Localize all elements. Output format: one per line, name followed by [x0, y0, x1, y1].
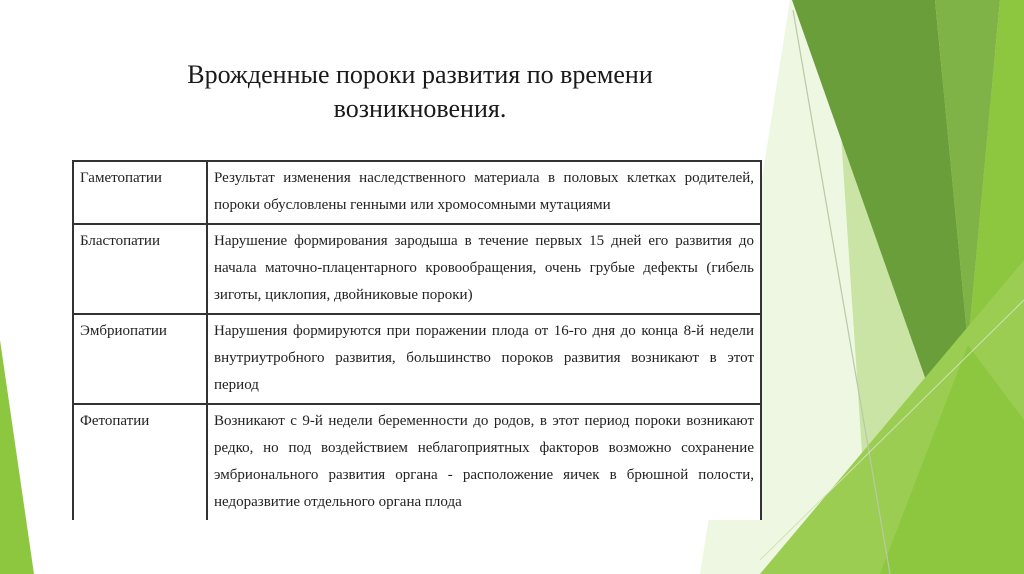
- slide-title-line-2: возникновения.: [333, 94, 507, 123]
- table-row: [73, 161, 761, 224]
- row-description: Нарушение формирования зародыша в течение первых 15 дней его развития до начала маточно-плацентарного кровообращения, очень грубые дефекты (гибель зиготы, циклопия, двойниковые пороки): [207, 224, 761, 314]
- left-green-sliver: [0, 340, 34, 574]
- row-term: Гаметопатии: [73, 161, 207, 224]
- row-description: Результат изменения наследственного материала в половых клетках родителей, пороки обусловлены генными или хромосомными мутациями: [207, 161, 761, 224]
- slide-title: [100, 58, 740, 126]
- row-description: Нарушения формируются при поражении плода от 16-го дня до конца 8-й недели внутриутробного развития, большинство пороков развития возникают в этот период: [207, 314, 761, 404]
- table-row: [73, 314, 761, 404]
- row-term: Фетопатии: [73, 404, 207, 520]
- table-row: [73, 404, 761, 520]
- defects-table-container: [72, 160, 762, 520]
- row-term: Бластопатии: [73, 224, 207, 314]
- defects-table: [72, 160, 762, 520]
- slide-title-line-1: Врожденные пороки развития по времени: [187, 60, 653, 89]
- row-term: Эмбриопатии: [73, 314, 207, 404]
- row-description: Возникают с 9-й недели беременности до родов, в этот период пороки возникают редко, но под воздействием неблагоприятных факторов возможно сохранение эмбрионального развития органа - расположение яичек в брюшной полости, недоразвитие отдельного органа плода: [207, 404, 761, 520]
- table-row: [73, 224, 761, 314]
